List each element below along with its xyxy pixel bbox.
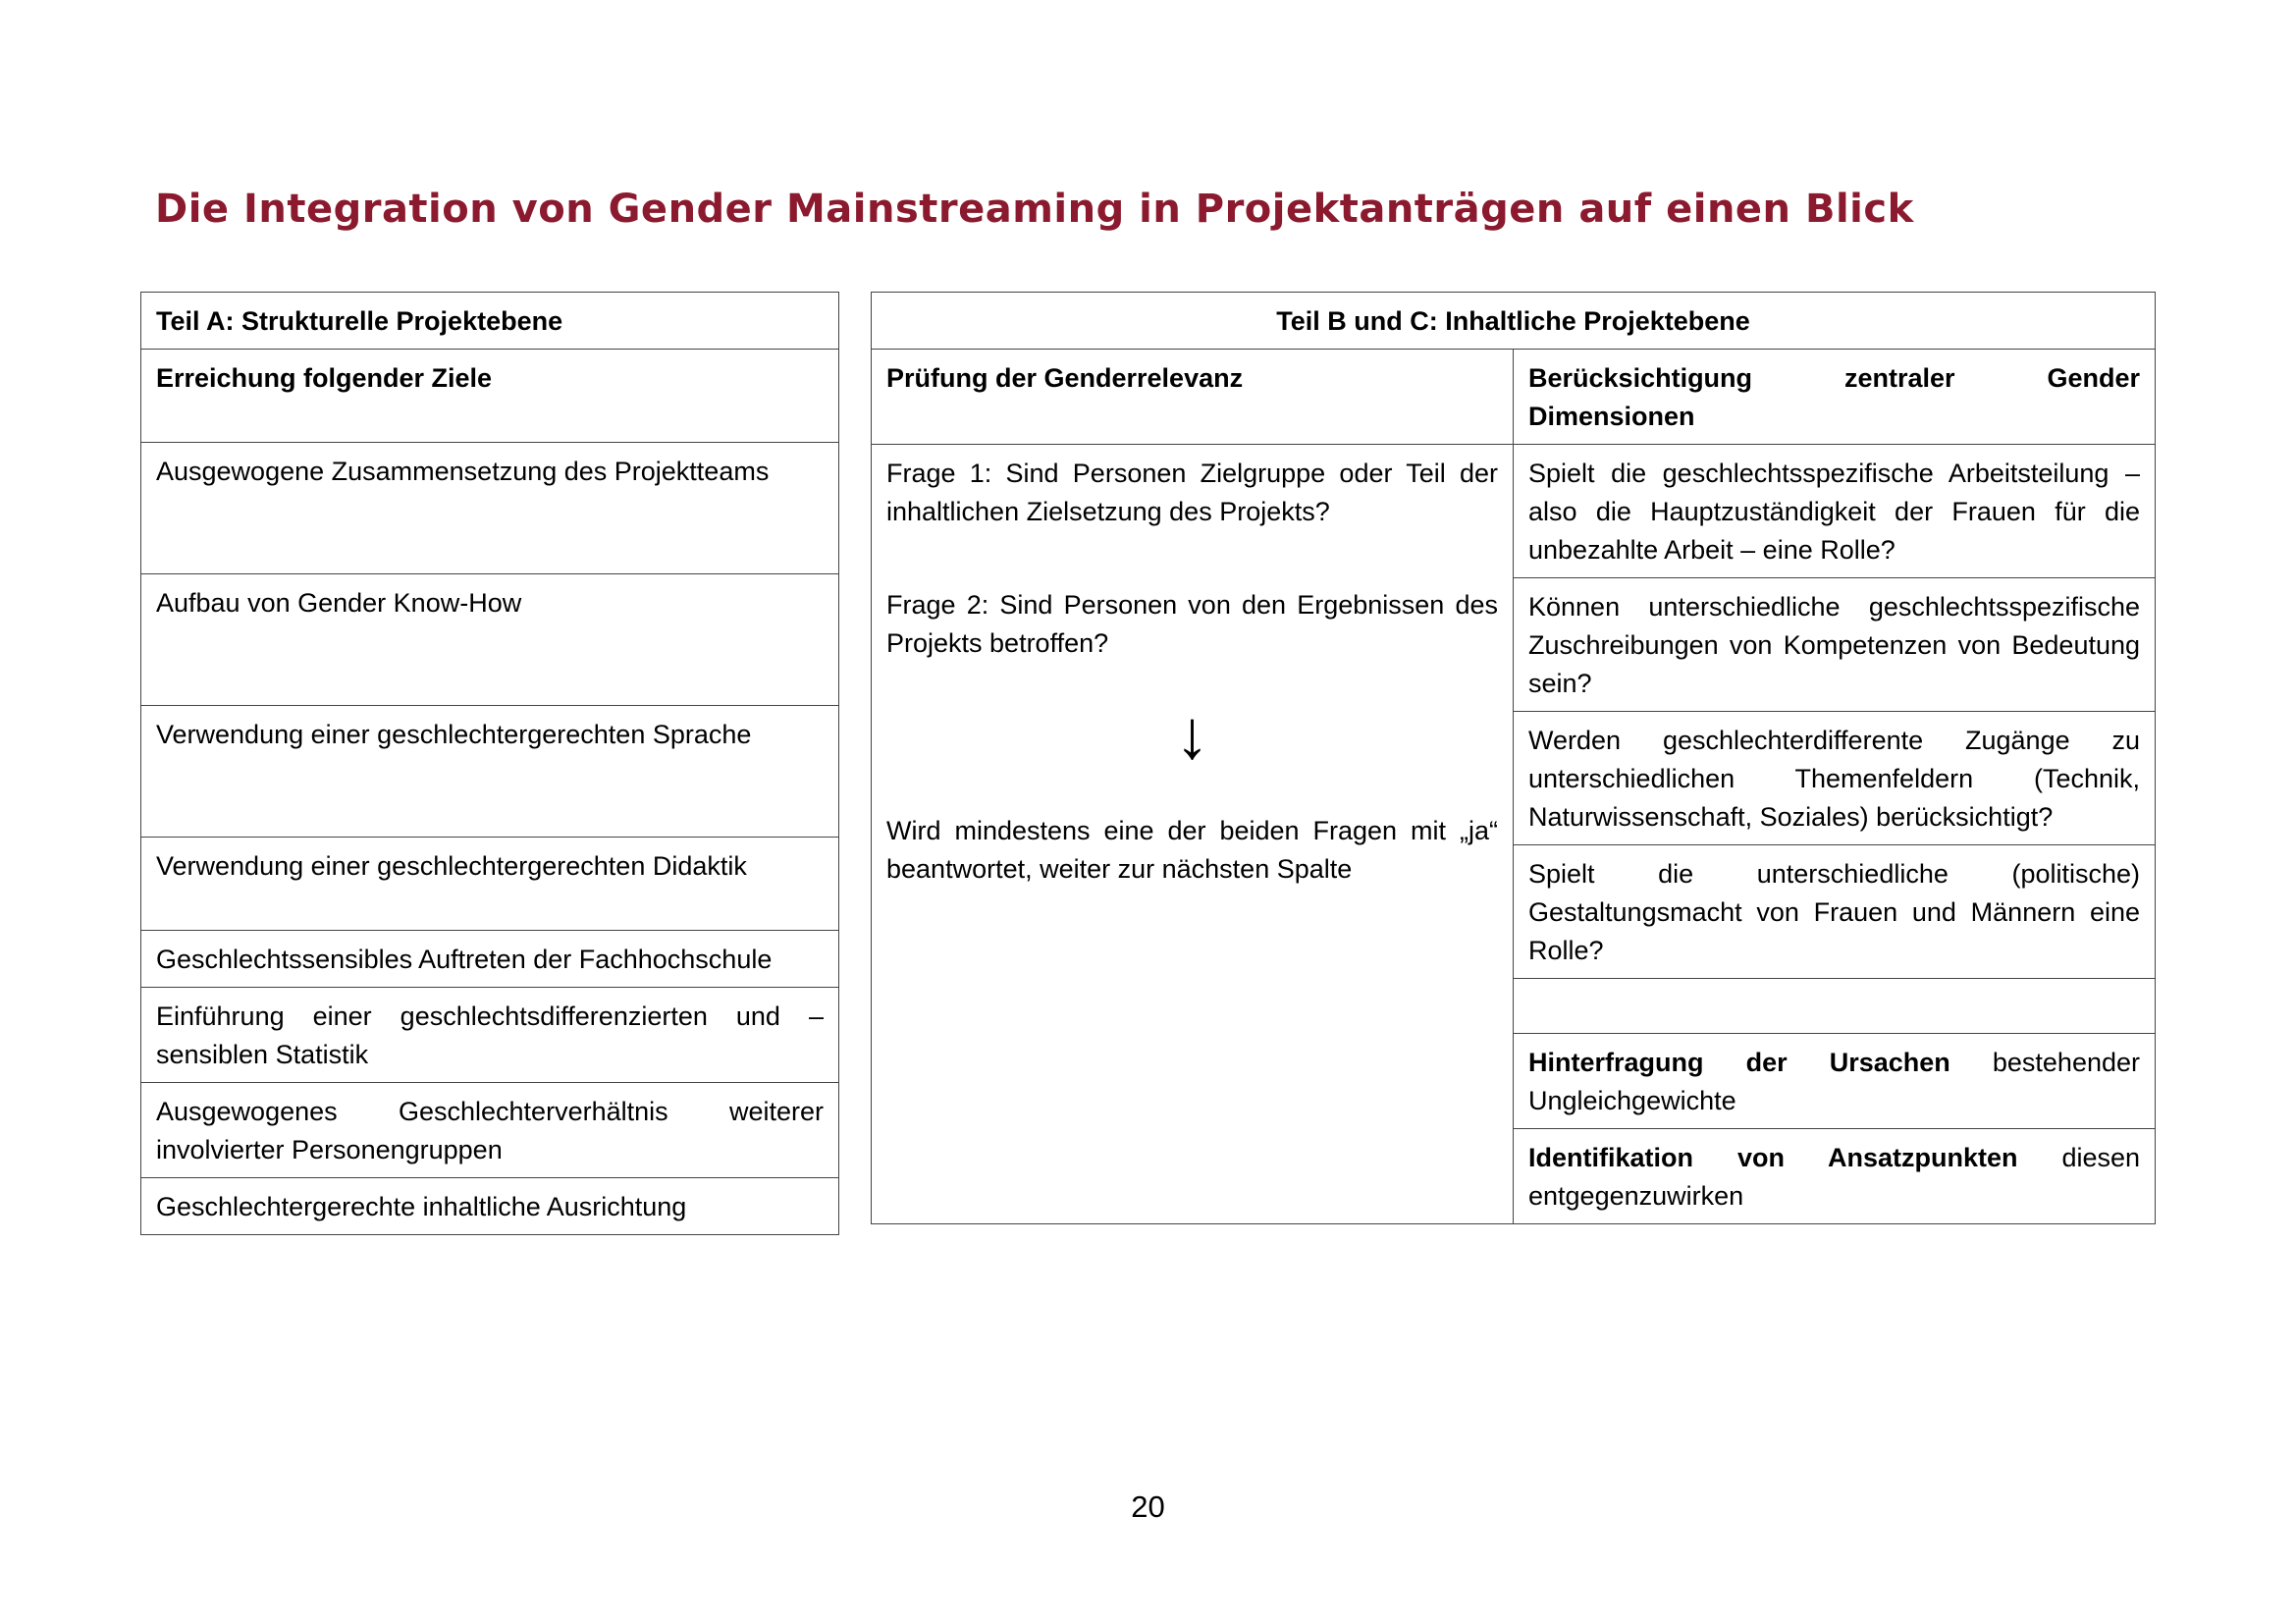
teil-a-item: Ausgewogenes Geschlechterverhältnis weiterer involvierter Personengruppen xyxy=(141,1083,839,1178)
table-teil-bc xyxy=(871,292,2156,1224)
conclusion-text: Wird mindestens eine der beiden Fragen mit „ja“ beantwortet, weiter zur nächsten Spalte xyxy=(886,816,1498,884)
teil-a-subheader: Erreichung folgender Ziele xyxy=(141,350,839,443)
frage-1: Frage 1: Sind Personen Zielgruppe oder Teil der inhaltlichen Zielsetzung des Projekts? xyxy=(886,459,1498,526)
dimension-item: Werden geschlechterdifferente Zugänge zu unterschiedlichen Themenfeldern (Technik, Naturwissenschaft, Soziales) berücksichtigt? xyxy=(1514,712,2156,845)
genderrelevanz-header: Prüfung der Genderrelevanz xyxy=(872,350,1514,445)
teil-a-item: Einführung einer geschlechtsdifferenzierten und –sensiblen Statistik xyxy=(141,988,839,1083)
teil-a-item: Verwendung einer geschlechtergerechten Didaktik xyxy=(141,838,839,931)
page-number: 20 xyxy=(1131,1489,1165,1524)
frage-2: Frage 2: Sind Personen von den Ergebnissen des Projekts betroffen? xyxy=(886,590,1498,658)
teil-a-item: Ausgewogene Zusammensetzung des Projektteams xyxy=(141,443,839,574)
page-title: Die Integration von Gender Mainstreaming in Projektanträgen auf einen Blick xyxy=(155,187,1914,232)
gender-dimensionen-header: Berücksichtigung zentraler Gender Dimensionen xyxy=(1514,350,2156,445)
genderrelevanz-cell xyxy=(872,445,1514,1224)
dimension-item: Können unterschiedliche geschlechtsspezifische Zuschreibungen von Kompetenzen von Bedeutung sein? xyxy=(1514,578,2156,712)
teil-a-item: Geschlechtssensibles Auftreten der Fachhochschule xyxy=(141,931,839,988)
dimension-item: Spielt die unterschiedliche (politische) Gestaltungsmacht von Frauen und Männern eine Rolle? xyxy=(1514,845,2156,979)
ansatz-text: diesen entgegenzuwirken xyxy=(1528,1143,2141,1211)
ursachen-bold: Hinterfragung der Ursachen xyxy=(1528,1048,1950,1077)
arrow-down-icon: ↓ xyxy=(1175,696,1209,773)
teil-bc-header: Teil B und C: Inhaltliche Projektebene xyxy=(872,293,2156,350)
empty-cell xyxy=(1514,979,2156,1034)
teil-a-item: Geschlechtergerechte inhaltliche Ausrichtung xyxy=(141,1178,839,1235)
teil-a-item: Aufbau von Gender Know-How xyxy=(141,574,839,706)
teil-a-header: Teil A: Strukturelle Projektebene xyxy=(141,293,839,350)
table-teil-a xyxy=(140,292,839,1235)
dimension-item: Spielt die geschlechtsspezifische Arbeitsteilung – also die Hauptzuständigkeit der Frauen für die unbezahlte Arbeit – eine Rolle? xyxy=(1514,445,2156,578)
ansatz-bold: Identifikation von Ansatzpunkten xyxy=(1528,1143,2018,1172)
ursachen-text: bestehender Ungleichgewichte xyxy=(1528,1048,2141,1115)
teil-a-item: Verwendung einer geschlechtergerechten Sprache xyxy=(141,706,839,838)
ansatz-cell xyxy=(1514,1129,2156,1224)
ursachen-cell xyxy=(1514,1034,2156,1129)
